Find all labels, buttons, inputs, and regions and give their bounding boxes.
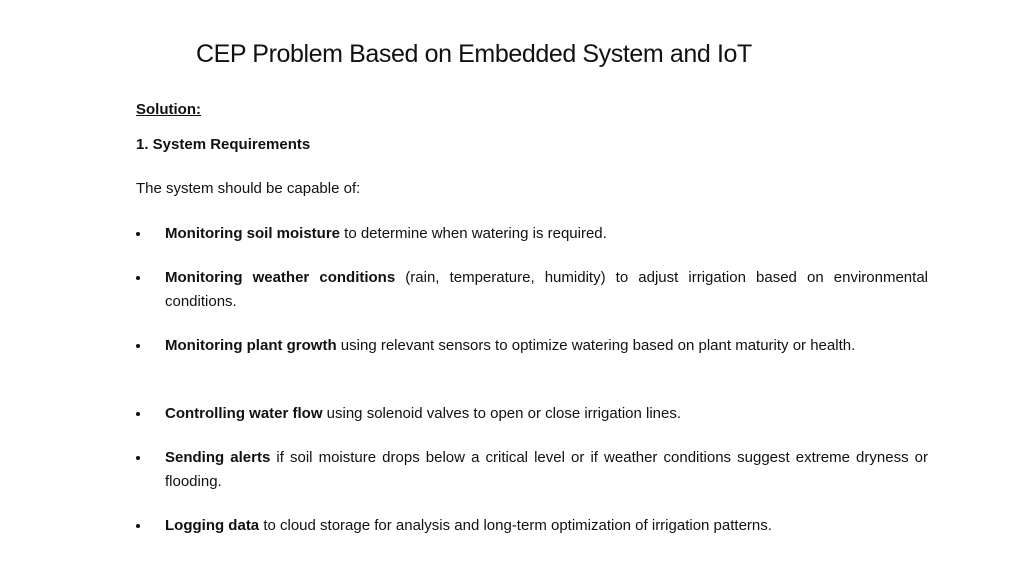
list-item — [136, 514, 928, 538]
list-item-bold: Controlling water flow — [165, 405, 323, 422]
list-item-text — [165, 334, 928, 358]
list-item-rest: if soil moisture drops below a critical level or if weather conditions suggest extreme dryness or flooding. — [165, 449, 929, 490]
intro-text: The system should be capable of: — [136, 180, 361, 197]
list-item-text — [165, 222, 928, 246]
list-item — [136, 266, 928, 314]
slide-title: CEP Problem Based on Embedded System and IoT — [196, 40, 752, 68]
list-item — [136, 334, 928, 358]
list-item-rest: using relevant sensors to optimize watering based on plant maturity or health. — [336, 337, 856, 354]
list-item-bold: Monitoring plant growth — [165, 337, 337, 354]
list-item-rest: using solenoid valves to open or close irrigation lines. — [322, 405, 682, 422]
bullet-icon — [136, 276, 140, 280]
list-item-text — [165, 266, 928, 314]
list-item-text — [165, 514, 928, 538]
bullet-icon — [136, 524, 140, 528]
list-item-text — [165, 402, 928, 426]
bullet-icon — [136, 232, 140, 236]
list-item — [136, 446, 928, 494]
list-item-bold: Sending alerts — [165, 449, 271, 466]
list-item — [136, 222, 928, 246]
list-item-bold: Monitoring soil moisture — [165, 225, 340, 242]
solution-label: Solution: — [136, 101, 201, 118]
bullet-icon — [136, 344, 140, 348]
list-item-bold: Logging data — [165, 517, 260, 534]
bullet-icon — [136, 412, 140, 416]
list-item — [136, 402, 928, 426]
list-item-rest: to cloud storage for analysis and long-term optimization of irrigation patterns. — [259, 517, 772, 534]
list-item-rest: (rain, temperature, humidity) to adjust irrigation based on environmental conditions. — [165, 269, 928, 310]
list-item-bold: Monitoring weather conditions — [165, 269, 396, 286]
bullet-icon — [136, 456, 140, 460]
list-item-rest: to determine when watering is required. — [340, 225, 607, 242]
list-item-text — [165, 446, 928, 494]
section-heading: 1. System Requirements — [136, 136, 311, 153]
